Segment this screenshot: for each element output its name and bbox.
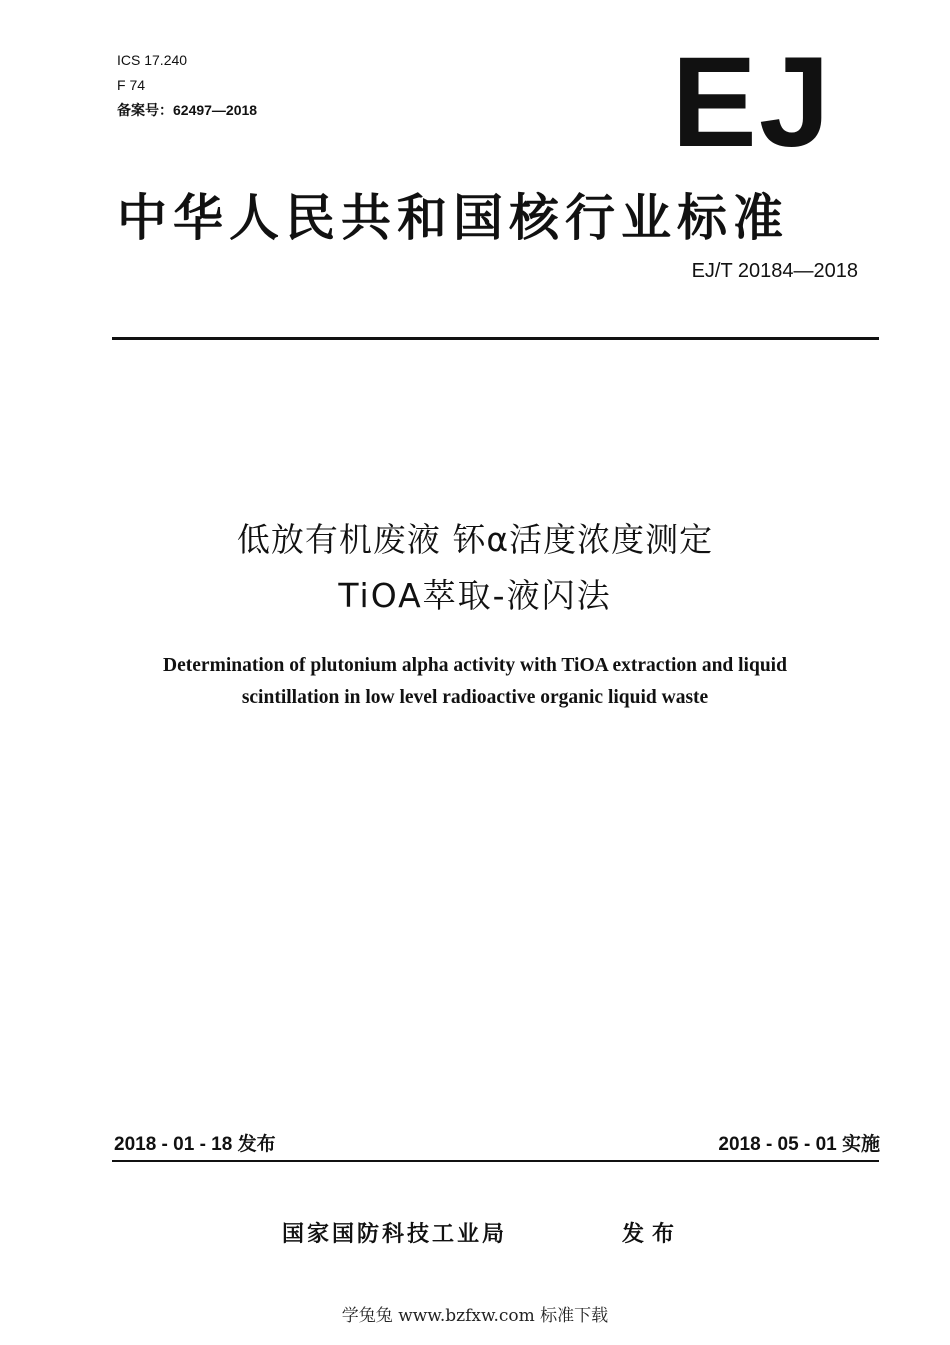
issue-label: 发布 bbox=[622, 1222, 683, 1247]
watermark-footer: 学兔兔 www.bzfxw.com 标准下载 bbox=[341, 1306, 609, 1326]
top-divider bbox=[112, 337, 879, 340]
ics-code: ICS 17.240 bbox=[117, 52, 188, 68]
effective-date: 2018 - 05 - 01 实施 bbox=[718, 1134, 880, 1155]
standard-metadata bbox=[117, 48, 257, 123]
record-number: 备案号：62497—2018 bbox=[117, 102, 258, 118]
category-code: F 74 bbox=[117, 77, 146, 93]
standard-number: EJ/T 20184—2018 bbox=[691, 260, 858, 282]
issuing-authority: 国家国防科技工业局 bbox=[282, 1222, 508, 1247]
publish-date: 2018 - 01 - 18 发布 bbox=[114, 1134, 276, 1155]
english-title-line-1: Determination of plutonium alpha activity with TiOA extraction and liquid bbox=[163, 655, 787, 676]
standard-title: 中华人民共和国核行业标准 bbox=[117, 189, 789, 247]
ej-logo: EJ bbox=[671, 31, 832, 174]
bottom-divider bbox=[112, 1160, 879, 1162]
chinese-title-line-2: TiOA萃取-液闪法 bbox=[338, 576, 612, 615]
chinese-title-line-1: 低放有机废液 钚α活度浓度测定 bbox=[236, 520, 714, 559]
english-title-line-2: scintillation in low level radioactive organic liquid waste bbox=[241, 687, 709, 708]
